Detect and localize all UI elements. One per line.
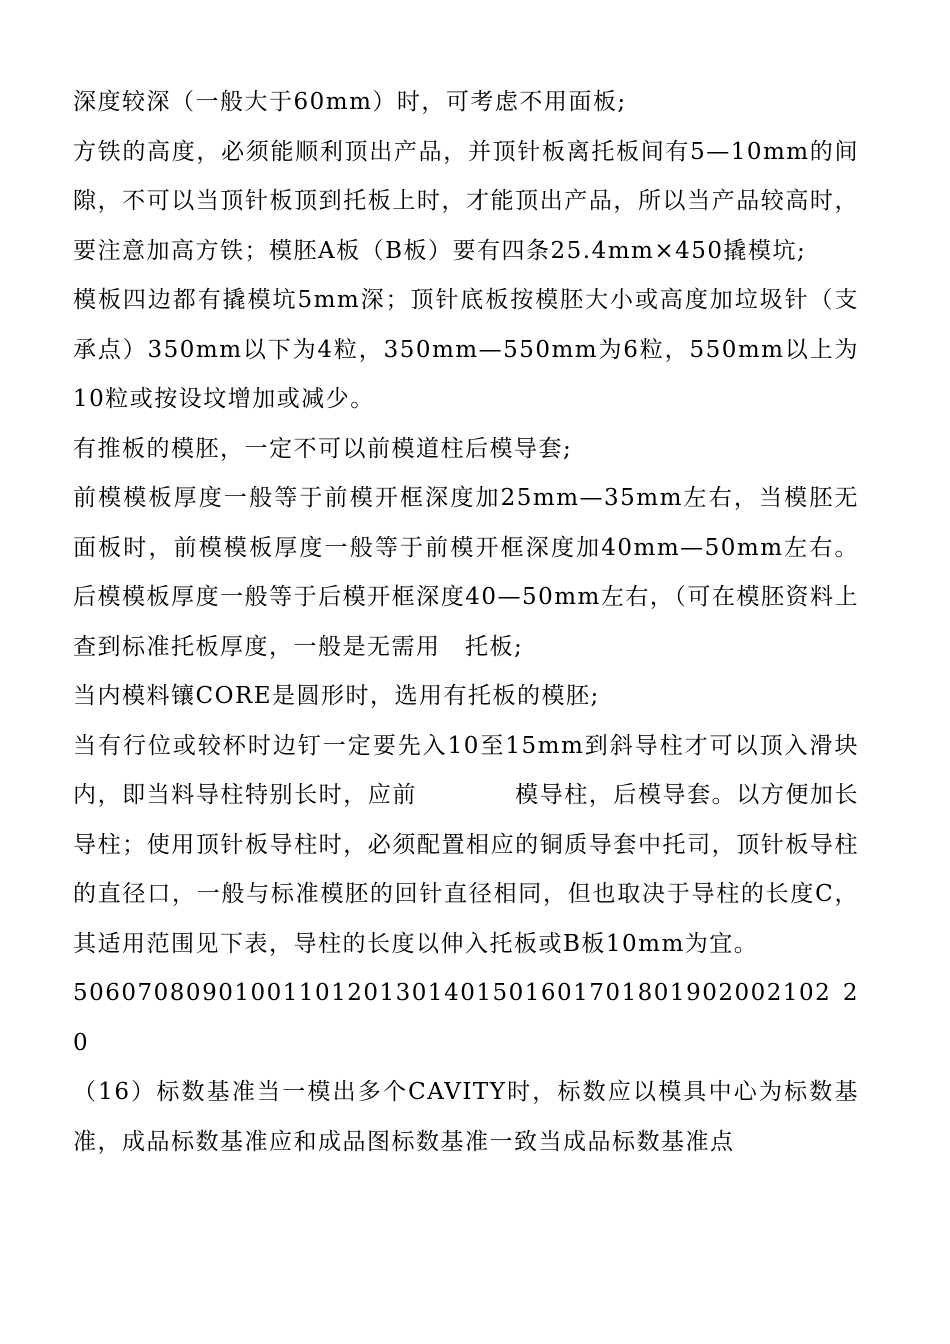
paragraph-6: 当内模料镶CORE是圆形时，选用有托板的模胚;	[73, 683, 600, 709]
paragraph-4: 有推板的模胚，一定不可以前模道柱后模导套;	[73, 435, 573, 462]
document-page	[73, 78, 859, 1167]
paragraph-5: 前模模板厚度一般等于前模开框深度加25mm—35mm左右，当模胚无面板时，前模模板厚度一般等于前模开框深度加40mm—50mm左右。后模模板厚度一般等于后模开框深度40—50mm左右，（可在模胚资料上查到标准托板厚度，一般是无需用 托板;	[73, 485, 859, 660]
paragraph-8-number-row: 50607080901001101201301401501601701801902002102 20	[73, 980, 859, 1056]
paragraph-2: 方铁的高度，必须能顺利顶出产品，并顶针板离托板间有5—10mm的间隙，不可以当顶针板顶到托板上时，才能顶出产品，所以当产品较高时，要注意加高方铁；模胚A板（B板）要有四条25.4mm×450撬模坑;	[73, 138, 859, 264]
paragraph-9: （16）标数基准当一模出多个CAVITY时，标数应以模具中心为标数基准，成品标数基准应和成品图标数基准一致当成品标数基准点	[73, 1079, 859, 1155]
paragraph-1: 深度较深（一般大于60mm）时，可考虑不用面板;	[73, 89, 627, 115]
paragraph-7: 当有行位或较杯时边钉一定要先入10至15mm到斜导柱才可以顶入滑块内，即当料导柱特别长时，应前 模导柱，后模导套。以方便加长导柱；使用顶针板导柱时，必须配置相应的铜质导套中托司，顶针板导柱的直径口，一般与标准模胚的回针直径相同，但也取决于导柱的长度C，其适用范围见下表，导柱的长度以伸入托板或B板10mm为宜。	[73, 732, 859, 957]
paragraph-3: 模板四边都有撬模坑5mm深；顶针底板按模胚大小或高度加垃圾针（支承点）350mm以下为4粒，350mm—550mm为6粒，550mm以上为10粒或按设坟增加或减少。	[73, 287, 859, 412]
